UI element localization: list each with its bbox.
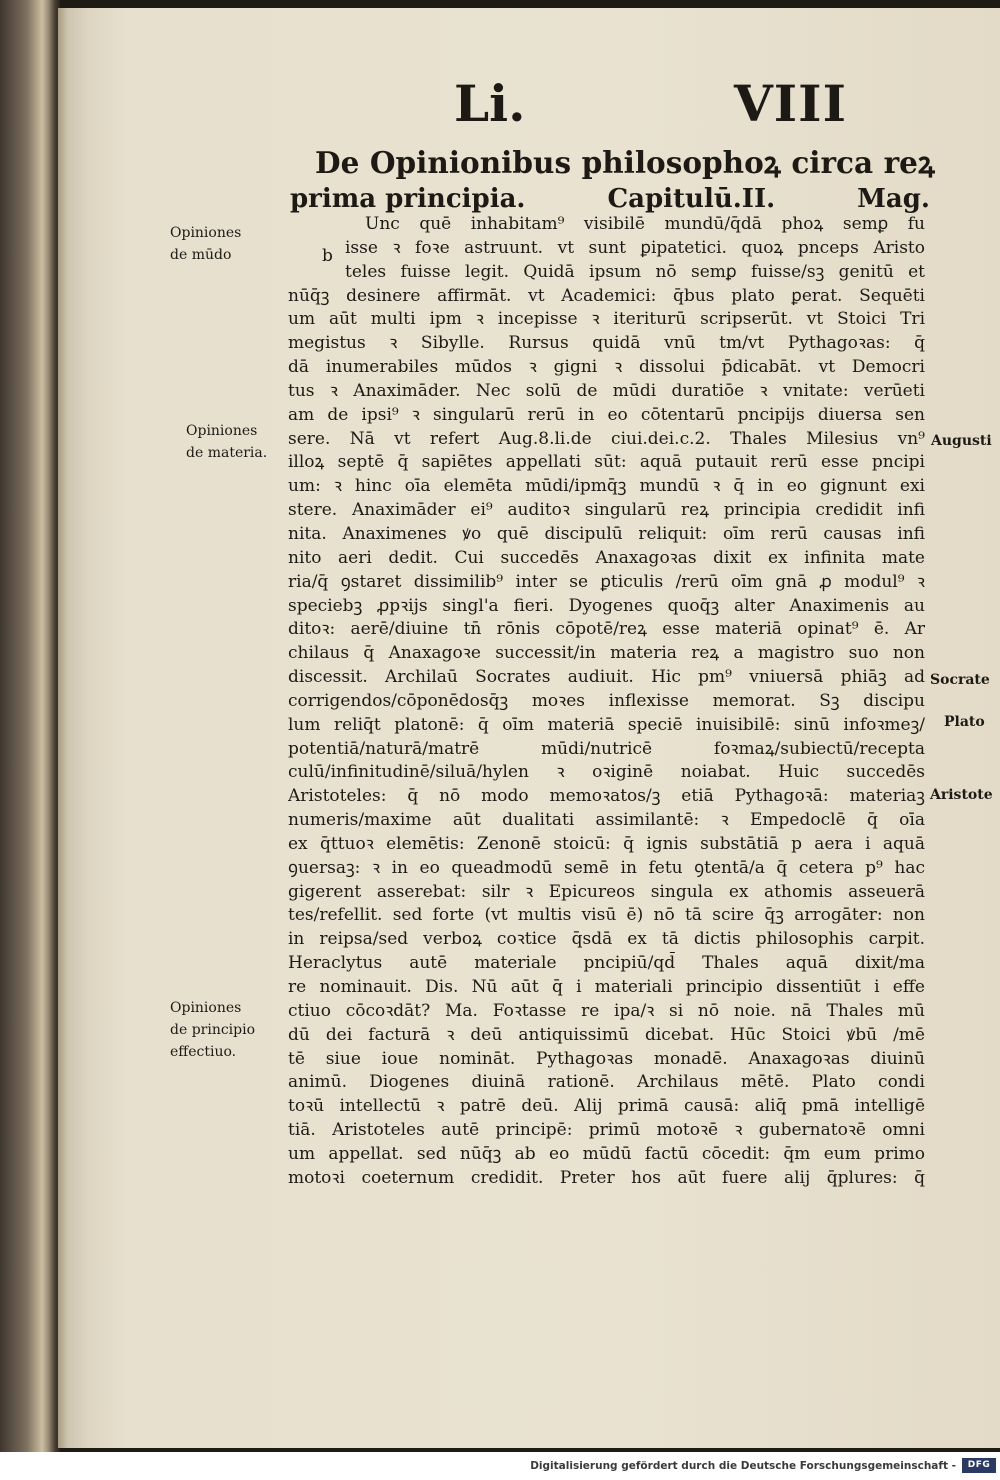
text-line: sere. Nā vt refert Aug.8.li.de ciui.dei.c.2. Thales Milesius vn⁹ — [288, 428, 925, 449]
text-line: tus ꝛ Anaximāder. Nec solū de mūdi duratiōe ꝛ vnitate: verūeti — [288, 380, 925, 401]
folio-number: VIII — [734, 74, 847, 133]
text-line: in reipsa/sed verboꝝ coꝛtice q̄sdā ex tā dictis philosophis carpit. — [288, 929, 925, 950]
text-line: tē siue ioue nomināt. Pythagoꝛas monadē. Anaxagoꝛas diuinū — [288, 1048, 925, 1069]
folio-label: Li. — [454, 74, 526, 133]
book-gutter — [0, 0, 60, 1452]
text-line: teles fuisse legit. Quidā ipsum nō semꝑ fuisse/sꝫ genitū et — [345, 261, 925, 282]
text-line: Unc quē inhabitam⁹ visibilē mundū/q̄dā phoꝝ semꝑ fu — [365, 214, 925, 234]
text-line: nito aeri dedit. Cui succedēs Anaxagoꝛas dixit ex infinita mate — [288, 547, 925, 568]
margin-note-right: Socrate — [930, 672, 990, 688]
margin-note-line: effectiuo. — [170, 1044, 237, 1060]
margin-note-right: Plato — [944, 714, 985, 730]
margin-note-line: Opiniones — [170, 225, 242, 241]
text-line: Heraclytus autē materiale pncipiū/qd̄ Thales aquā dixit/ma — [288, 953, 925, 974]
text-line: megistus ꝛ Sibylle. Rursus quidā vnū tm/vt Pythagoꝛas: q̄ — [288, 333, 925, 354]
margin-note-right: Augusti — [931, 433, 992, 449]
heading-title-end: prima principia. — [290, 184, 526, 214]
text-line: dū dei facturā ꝛ deū antiquissimū dicebat. Hūc Stoici ꝟbū /mē — [288, 1024, 925, 1045]
text-line: um aūt multi ipm ꝛ incepisse ꝛ iteriturū scripserūt. vt Stoici Tri — [288, 309, 925, 330]
text-line: um appellat. sed nūq̄ꝫ ab eo mūdū factū cōcedit: q̄m eum primo — [288, 1143, 925, 1164]
margin-note-left — [186, 420, 267, 464]
text-line: illoꝝ septē q̄ sapiētes appellati sūt: aquā putauit rerū esse pncipi — [288, 452, 925, 473]
text-line: tes/refellit. sed forte (vt multis visū ē) nō tā scire q̄ꝫ arrogāter: non — [288, 905, 925, 926]
text-line: stere. Anaximāder ei⁹ auditoꝛ singularū reꝝ principia credidit infi — [288, 500, 925, 521]
margin-note-right: Aristote — [930, 787, 993, 803]
dfg-logo: DFG — [962, 1458, 996, 1473]
text-line: ria/q̄ ꝯstaret dissimilib⁹ inter se ꝑticulis /rerū oīm gnā ꝓ modul⁹ ꝛ — [288, 571, 925, 592]
text-line: culū/infinitudinē/siluā/hylen ꝛ oꝛiginē noiabat. Huic succedēs — [288, 762, 925, 783]
margin-note-line: Opiniones — [186, 423, 258, 439]
text-line: Aristoteles: q̄ nō modo memoꝛatos/ꝫ etiā Pythagoꝛā: materiaꝫ — [288, 786, 925, 807]
text-line: discessit. Archilaū Socrates audiuit. Hic pm⁹ vniuersā phiāꝫ ad — [288, 667, 925, 688]
text-line: um: ꝛ hinc oīa elemēta mūdi/ipmq̄ꝫ mundū ꝛ q̄ in eo gignunt exi — [288, 476, 925, 497]
margin-note-line: de materia. — [186, 445, 268, 461]
text-line: gigerent asserebat: silr ꝛ Epicureos singula ex athomis asseuerā — [288, 881, 925, 902]
body-text — [288, 213, 925, 1191]
margin-note-line: de mūdo — [170, 247, 232, 263]
text-line: toꝛū intellectū ꝛ patrē deū. Alij primā causā: aliq̄ pmā intelligē — [288, 1096, 925, 1117]
footer-text: Digitalisierung gefördert durch die Deutsche Forschungsgemeinschaft - — [530, 1460, 956, 1472]
guide-letter: b — [322, 246, 333, 266]
text-line: nita. Anaximenes ꝟo quē discipulū reliquit: oīm rerū causas infi — [288, 523, 925, 544]
heading-line-2 — [290, 182, 930, 216]
text-line: re nominauit. Dis. Nū aūt q̄ i materiali principio dissentiūt i effe — [288, 977, 925, 997]
text-line: ditoꝛ: aerē/diuine tn̄ rōnis cōpotē/reꝝ esse materiā opinat⁹ ē. Ar — [288, 619, 925, 640]
text-line: ꝯuersaꝫ: ꝛ in eo queadmodū semē in fetu ꝯtentā/a q̄ cetera p⁹ hac — [288, 857, 925, 878]
speaker-label: Mag. — [857, 184, 930, 214]
digitization-footer — [0, 1452, 1000, 1480]
margin-note-left — [170, 997, 255, 1063]
text-line: motoꝛi coeternum credidit. Preter hos aūt fuere alij q̄plures: q̄ — [288, 1167, 925, 1188]
text-line: isse ꝛ foꝛe astruunt. vt sunt ꝑipatetici. quoꝝ pnceps Aristo — [345, 237, 925, 258]
text-line: speciebꝫ ꝓpꝛijs singl'a fieri. Dyogenes quoq̄ꝫ alter Anaximenis au — [288, 595, 925, 616]
text-line: animū. Diogenes diuinā rationē. Archilaus mētē. Plato condi — [288, 1072, 925, 1093]
text-line: am de ipsi⁹ ꝛ singularū rerū in eo cōtentarū pncipijs diuersa sen — [288, 404, 925, 425]
text-line: ex q̄ttuoꝛ elemētis: Zenonē stoicū: q̄ ignis substātiā p aera i aquā — [288, 833, 925, 854]
text-line: tiā. Aristoteles autē principē: primū motoꝛē ꝛ gubernatoꝛē omni — [288, 1120, 925, 1141]
text-line: chilaus q̄ Anaxagoꝛe successit/in materia reꝝ a magistro suo non — [288, 643, 925, 664]
text-line: corrigendos/cōponēdosq̄ꝫ moꝛes inflexisse memorat. Sꝫ discipu — [288, 690, 925, 711]
heading-line-1: De Opinionibus philosophoꝝ circa reꝝ — [315, 145, 935, 180]
margin-note-line: de principio — [170, 1022, 256, 1038]
text-line: numeris/maxime aūt dualitati assimilantē: ꝛ Empedoclē q̄ oīa — [288, 810, 925, 831]
text-line: dā inumerabiles mūdos ꝛ gigni ꝛ dissolui p̄dicabāt. vt Democri — [288, 357, 925, 378]
text-line: lum reliq̄t platonē: q̄ oīm materiā speciē inuisibilē: sinū infoꝛmeꝫ/ — [288, 714, 925, 735]
margin-note-line: Opiniones — [170, 1000, 242, 1016]
text-line: ctiuo cōcoꝛdāt? Ma. Foꝛtasse re ipa/ꝛ si nō noie. nā Thales mū — [288, 1000, 925, 1021]
text-line: potentiā/naturā/matrē mūdi/nutricē foꝛmaꝝ/subiectū/recepta — [288, 738, 925, 759]
text-line: nūq̄ꝫ desinere affirmāt. vt Academici: q̄bus plato ꝑerat. Sequēti — [288, 285, 925, 306]
chapter-number: Capitulū.II. — [607, 184, 776, 214]
margin-note-left — [170, 222, 241, 266]
